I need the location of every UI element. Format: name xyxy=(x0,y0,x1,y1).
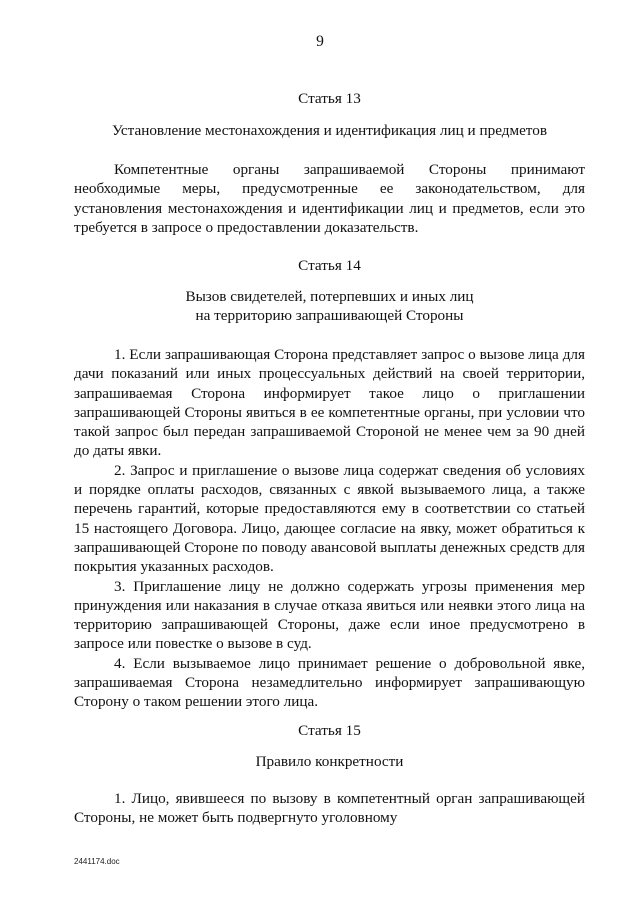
article-13-heading-block xyxy=(74,89,585,108)
article-15-heading-block xyxy=(74,721,585,740)
article-14-title-block xyxy=(74,287,585,326)
article-13-heading: Статья 13 xyxy=(298,90,361,107)
article-13-title-block xyxy=(74,121,585,140)
article-14-title-line-1: Вызов свидетелей, потерпевших и иных лиц xyxy=(185,288,474,305)
article-14-heading: Статья 14 xyxy=(298,257,361,274)
article-15-body xyxy=(74,789,585,828)
article-14-title-line-2: на территорию запрашивающей Стороны xyxy=(195,307,464,325)
article-15-paragraph-1: 1. Лицо, явившееся по вызову в компетентный орган запрашивающей Стороны, не может быть подвергнуто уголовному xyxy=(74,790,585,827)
document-footer-filename: 2441174.doc xyxy=(74,857,120,866)
article-14-paragraph-3: 3. Приглашение лицу не должно содержать угрозы применения мер принуждения или наказания в случае отказа явиться или неявки этого лица на территорию запрашивающей Стороны, даже если иное предусмотрено в запросе или повестке о вызове в суд. xyxy=(74,577,585,653)
article-14-heading-block xyxy=(74,256,585,275)
page-number: 9 xyxy=(316,33,324,50)
article-13-body xyxy=(74,160,585,237)
article-14-paragraph-2: 2. Запрос и приглашение о вызове лица содержат сведения об условиях и порядке оплаты расходов, связанных с явкой вызываемого лица, а также перечень гарантий, которые предоставляются ему в соответствии со статьей 15 настоящего Договора. Лицо, дающее согласие на явку, может обратиться к запрашивающей Стороне по поводу авансовой выплаты денежных средств для покрытия указанных расходов. xyxy=(74,461,585,576)
article-13-paragraph-1: Компетентные органы запрашиваемой Стороны принимают необходимые меры, предусмотренные ее законодательством, для установления местонахождения и идентификации лиц и предметов, если это требуется в запросе о предоставлении доказательств. xyxy=(74,161,585,236)
article-15-title-block xyxy=(74,752,585,771)
article-15-title: Правило конкретности xyxy=(255,753,404,770)
article-15-heading: Статья 15 xyxy=(298,722,361,739)
article-14-paragraph-4: 4. Если вызываемое лицо принимает решение о добровольной явке, запрашиваемая Сторона незамедлительно информирует запрашивающую Сторону о таком решении этого лица. xyxy=(74,654,585,711)
article-14-paragraph-1: 1. Если запрашивающая Сторона представляет запрос о вызове лица для дачи показаний или иных процессуальных действий на своей территории, запрашиваемая Сторона информирует такое лицо о приглашении запрашивающей Стороны явиться в ее компетентные органы, при условии что такой запрос был передан запрашиваемой Стороной не менее чем за 90 дней до даты явки. xyxy=(74,346,585,460)
article-14-body xyxy=(74,345,585,712)
article-13-title: Установление местонахождения и идентификация лиц и предметов xyxy=(111,122,548,139)
